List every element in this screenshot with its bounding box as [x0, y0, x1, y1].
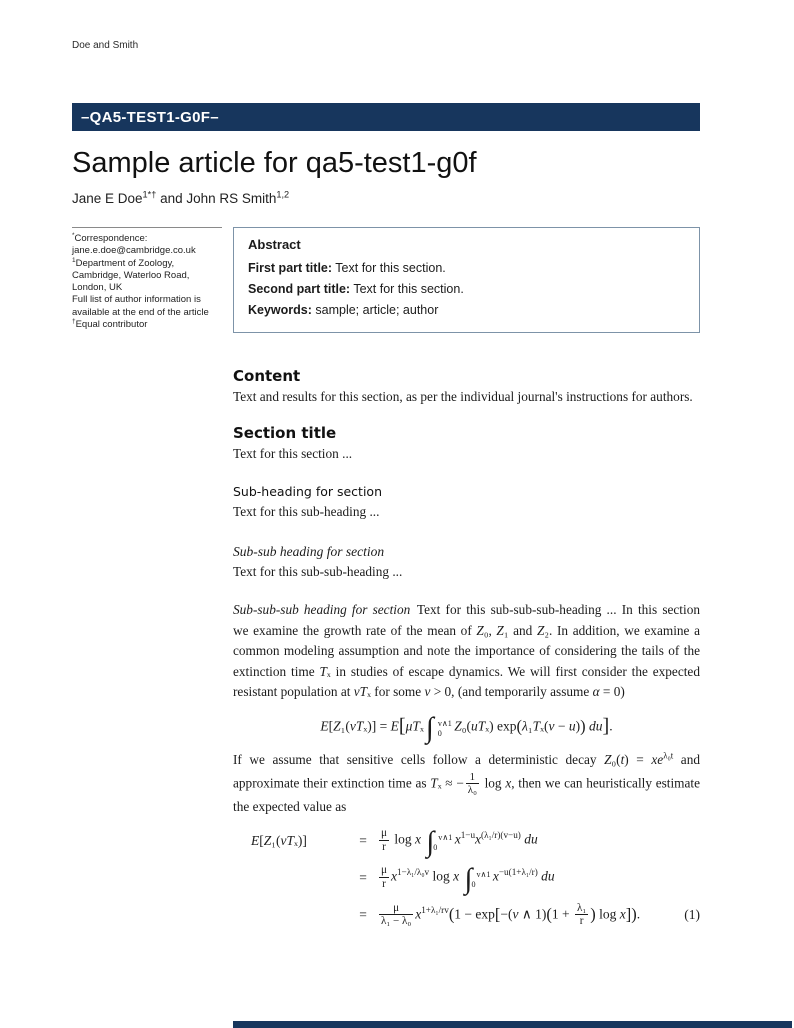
content-paragraph: Text and results for this section, as per the individual journal's instructions for authors. [233, 389, 693, 404]
journal-banner [72, 103, 700, 131]
article-title: Sample article for qa5-test1-g0f [72, 147, 477, 179]
equals-sign: = [359, 906, 367, 922]
display-equation: E[Z₁(vTₓ)] = E[μTₓ ∫ v∧1 0 Z₀(uTₓ) exp(λ₁Tₓ(v − u)) du]. [320, 711, 613, 744]
sub-heading: Sub-heading for section [233, 484, 382, 499]
equation-number: (1) [684, 906, 700, 922]
decay-paragraph: If we assume that sensitive cells follow a deterministic decay $Z_0(t) = xe^{\lambda_0t}$ and approximate their extinction time as Tₓ ≈ − $\frac{1}{\text{λ₀}}$ log x, then we can heuristically estimate the expected value as [233, 750, 701, 814]
sidebar-line-email: jane.e.doe@cambridge.co.uk [72, 245, 196, 257]
authors-line: Jane E Doe$^{1*\dagger}$ and John RS Smith$^{1,2}$ [72, 189, 290, 206]
sidebar-line: †Equal contributor [72, 317, 148, 331]
sub-sub-heading-paragraph: Text for this sub-sub-heading ... [233, 563, 403, 579]
sub-sub-sub-paragraph: Sub-sub-sub heading for section Text for this sub-sub-sub-heading ... In this section we examine the growth rate of the mean of Z₀, Z₁ and Z₂. In addition, we examine a common modeling assumption and note the importance of considering the tails of the extinction time Tₓ in studies of escape dynamics. We will first consider the expected resistant population at vTₓ for some v > 0, (and temporarily assume α = 0) [233, 602, 700, 699]
content-heading: Content [233, 367, 301, 385]
banner-label: –QA5-TEST1-G0F– [81, 108, 219, 126]
author-abstract-row [72, 227, 700, 333]
sidebar-line: available at the end of the article [72, 306, 209, 318]
section-heading: Section title [233, 423, 337, 442]
running-head: Doe and Smith [72, 40, 139, 51]
sub-sub-heading: Sub-sub heading for section [233, 543, 385, 559]
sidebar-line: *Correspondence: [72, 231, 148, 244]
equation-lhs: E[Z₁(vTₓ)] [251, 832, 307, 848]
abstract-row-second: Second part title: Text for this section. [248, 282, 464, 296]
abstract-row-first: First part title: Text for this section. [248, 261, 446, 275]
equation-rhs-2: $\frac{\mu}{r}$ $x^{1-\lambda_1/\lambda_0v}$ log x ∫ v∧1 0 $x^{-u(1+\lambda_1/r)}$ du [381, 862, 555, 895]
sidebar-rule [72, 227, 222, 228]
abstract-box [233, 227, 700, 333]
main-column [233, 367, 700, 928]
footer-rule [233, 1021, 792, 1028]
equation-rhs-3: $\frac{\mu}{\text{λ₁ − λ₀}}$ $x^{1+\lambda_1/rv}(1 - \exp[-(v$ ∧ 1)(1 + $\frac{\text{λ₁}}{r}$ ) log x]). [381, 901, 641, 928]
equals-sign: = [359, 832, 367, 848]
abstract-row-keywords: Keywords: sample; article; author [248, 303, 439, 317]
sidebar-line: Cambridge, Waterloo Road, [72, 269, 190, 281]
sidebar-line: $^1$Department of Zoology, [72, 256, 175, 269]
abstract-heading: Abstract [248, 237, 301, 252]
equation-array [233, 827, 700, 928]
sidebar-line: London, UK [72, 282, 123, 294]
correspondence-note [72, 227, 222, 331]
equals-sign: = [359, 869, 367, 885]
sub-heading-paragraph: Text for this sub-heading ... [233, 504, 380, 519]
equation-rhs-1: $\frac{\mu}{r}$ log x ∫ v∧1 0 $x^{1-u}x^{(\lambda_1/r)(v-u)}$ du [381, 825, 538, 858]
section-paragraph: Text for this section ... [233, 445, 353, 461]
sidebar-line: Full list of author information is [72, 294, 201, 306]
